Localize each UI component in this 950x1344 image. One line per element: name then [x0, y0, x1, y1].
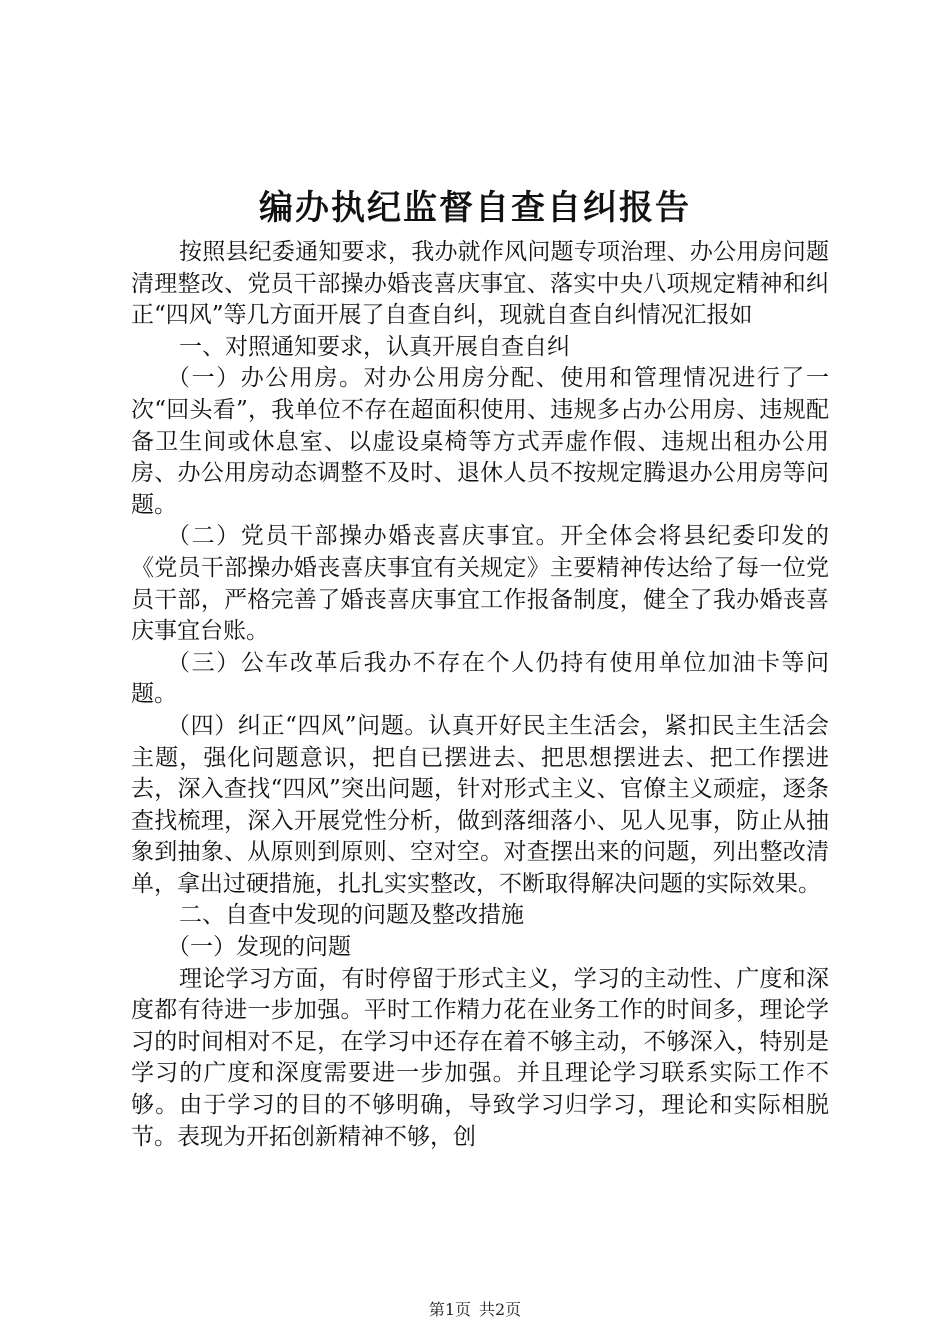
document-title: 编办执纪监督自查自纠报告	[259, 188, 691, 228]
document-body	[131, 237, 829, 1153]
subsection-vehicle-reform: （三）公车改革后我办不存在个人仍持有使用单位加油卡等问题。	[131, 649, 829, 708]
intro-paragraph: 按照县纪委通知要求，我办就作风问题专项治理、办公用房问题清理整改、党员干部操办婚丧喜庆事宜、落实中央八项规定精神和纠正“四风”等几方面开展了自查自纠，现就自查自纠情况汇报如	[131, 239, 829, 329]
section-heading-2: 二、自查中发现的问题及整改措施	[179, 902, 524, 929]
subsection-four-styles: （四）纠正“四风”问题。认真开好民主生活会，紧扣民主生活会主题，强化问题意识，把自已摆进去、把思想摆进去、把工作摆进去，深入查找“四风”突出问题，针对形式主义、官僚主义顽症，逐条查找梳理，深入开展党性分析，做到落细落小、见人见事，防止从抽象到抽象、从原则到原则、空对空。对查摆出来的问题，列出整改清单，拿出过硬措施，扎扎实实整改，不断取得解决问题的实际效果。	[131, 712, 829, 897]
subsection-weddings-funerals: （二）党员干部操办婚丧喜庆事宜。开全体会将县纪委印发的《党员干部操办婚丧喜庆事宜有关规定》主要精神传达给了每一位党员干部，严格完善了婚丧喜庆事宜工作报备制度，健全了我办婚丧喜庆事宜台账。	[131, 523, 829, 645]
page-footer	[0, 1299, 950, 1321]
section-heading-1: 一、对照通知要求，认真开展自查自纠	[179, 333, 570, 360]
page-total: 共2页	[479, 1300, 522, 1319]
subsection-office-space: （一）办公用房。对办公用房分配、使用和管理情况进行了一次“回头看”，我单位不存在超面积使用、违规多占办公用房、违规配备卫生间或休息室、以虚设桌椅等方式弄虚作假、违规出租办公用房、办公用房动态调整不及时、退休人员不按规定腾退办公用房等问题。	[131, 365, 829, 518]
page-number: 第1页	[428, 1300, 471, 1319]
subsection-found-issues: （一）发现的问题	[167, 934, 351, 961]
theory-study-paragraph: 理论学习方面，有时停留于形式主义，学习的主动性、广度和深度都有待进一步加强。平时工作精力花在业务工作的时间多，理论学习的时间相对不足，在学习中还存在着不够主动，不够深入，特别是学习的广度和深度需要进一步加强。并且理论学习联系实际工作不够。由于学习的目的不够明确，导致学习归学习，理论和实际相脱节。表现为开拓创新精神不够，创	[131, 965, 829, 1150]
